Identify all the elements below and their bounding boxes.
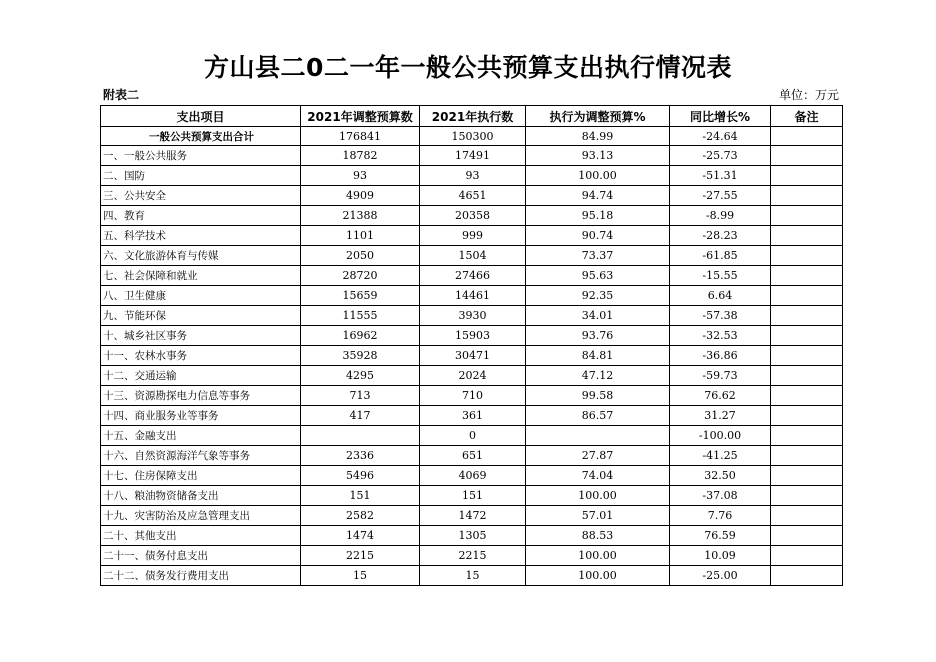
cell-note <box>771 406 843 426</box>
cell-name: 十八、粮油物资储备支出 <box>101 486 301 506</box>
cell-growth: -25.73 <box>670 146 771 166</box>
cell-rate: 95.63 <box>526 266 670 286</box>
column-header-growth: 同比增长% <box>670 106 771 127</box>
cell-rate: 100.00 <box>526 566 670 586</box>
table-row <box>101 146 843 166</box>
cell-budget: 2336 <box>301 446 420 466</box>
table-row <box>101 446 843 466</box>
table-row <box>101 566 843 586</box>
cell-budget: 93 <box>301 166 420 186</box>
cell-note <box>771 306 843 326</box>
table-row <box>101 466 843 486</box>
table-row <box>101 386 843 406</box>
cell-note <box>771 346 843 366</box>
table-row <box>101 526 843 546</box>
cell-growth: -61.85 <box>670 246 771 266</box>
cell-name: 二十二、债务发行费用支出 <box>101 566 301 586</box>
table-row <box>101 366 843 386</box>
cell-budget: 15 <box>301 566 420 586</box>
cell-note <box>771 526 843 546</box>
table-row <box>101 166 843 186</box>
cell-budget: 713 <box>301 386 420 406</box>
cell-note <box>771 546 843 566</box>
cell-budget: 16962 <box>301 326 420 346</box>
cell-rate: 100.00 <box>526 166 670 186</box>
column-header-note: 备注 <box>771 106 843 127</box>
cell-name: 十七、住房保障支出 <box>101 466 301 486</box>
table-row <box>101 346 843 366</box>
cell-growth: 76.59 <box>670 526 771 546</box>
cell-note <box>771 466 843 486</box>
cell-growth: -15.55 <box>670 266 771 286</box>
cell-growth: 32.50 <box>670 466 771 486</box>
cell-rate: 86.57 <box>526 406 670 426</box>
cell-growth: 76.62 <box>670 386 771 406</box>
cell-budget: 4909 <box>301 186 420 206</box>
cell-actual: 0 <box>420 426 526 446</box>
cell-growth: -24.64 <box>670 127 771 146</box>
cell-note <box>771 446 843 466</box>
cell-name: 十一、农林水事务 <box>101 346 301 366</box>
cell-budget: 2215 <box>301 546 420 566</box>
column-header-item: 支出项目 <box>101 106 301 127</box>
cell-actual: 999 <box>420 226 526 246</box>
cell-growth: -41.25 <box>670 446 771 466</box>
cell-growth: -8.99 <box>670 206 771 226</box>
cell-growth: -25.00 <box>670 566 771 586</box>
page-title: 方山县二0二一年一般公共预算支出执行情况表 <box>204 53 732 82</box>
cell-actual: 1305 <box>420 526 526 546</box>
cell-growth: 7.76 <box>670 506 771 526</box>
cell-name: 二十一、债务付息支出 <box>101 546 301 566</box>
table-row <box>101 246 843 266</box>
cell-actual: 14461 <box>420 286 526 306</box>
table-row <box>101 326 843 346</box>
cell-note <box>771 506 843 526</box>
table-row <box>101 486 843 506</box>
cell-growth: -28.23 <box>670 226 771 246</box>
cell-note <box>771 366 843 386</box>
cell-growth: -32.53 <box>670 326 771 346</box>
cell-name: 一、一般公共服务 <box>101 146 301 166</box>
cell-budget: 4295 <box>301 366 420 386</box>
table-row <box>101 306 843 326</box>
cell-budget: 2050 <box>301 246 420 266</box>
cell-note <box>771 566 843 586</box>
cell-rate: 94.74 <box>526 186 670 206</box>
annex-label: 附表二 <box>103 88 140 102</box>
cell-rate: 34.01 <box>526 306 670 326</box>
cell-growth: -27.55 <box>670 186 771 206</box>
cell-note <box>771 486 843 506</box>
cell-budget: 15659 <box>301 286 420 306</box>
cell-note <box>771 166 843 186</box>
cell-name: 二、国防 <box>101 166 301 186</box>
cell-name: 三、公共安全 <box>101 186 301 206</box>
cell-name: 八、卫生健康 <box>101 286 301 306</box>
cell-note <box>771 286 843 306</box>
cell-actual: 2215 <box>420 546 526 566</box>
cell-rate: 93.13 <box>526 146 670 166</box>
cell-actual: 2024 <box>420 366 526 386</box>
cell-budget: 28720 <box>301 266 420 286</box>
cell-name: 十、城乡社区事务 <box>101 326 301 346</box>
cell-rate: 100.00 <box>526 546 670 566</box>
cell-actual: 361 <box>420 406 526 426</box>
cell-budget: 1101 <box>301 226 420 246</box>
cell-rate: 27.87 <box>526 446 670 466</box>
cell-budget: 2582 <box>301 506 420 526</box>
cell-note <box>771 426 843 446</box>
table-row <box>101 226 843 246</box>
cell-actual: 4651 <box>420 186 526 206</box>
cell-rate: 90.74 <box>526 226 670 246</box>
cell-note <box>771 146 843 166</box>
cell-actual: 20358 <box>420 206 526 226</box>
cell-actual: 15903 <box>420 326 526 346</box>
cell-actual: 150300 <box>420 127 526 146</box>
cell-name: 十三、资源勘探电力信息等事务 <box>101 386 301 406</box>
table-row <box>101 186 843 206</box>
cell-note <box>771 246 843 266</box>
cell-budget: 151 <box>301 486 420 506</box>
cell-rate: 74.04 <box>526 466 670 486</box>
table-row <box>101 546 843 566</box>
cell-growth: -57.38 <box>670 306 771 326</box>
cell-name: 十六、自然资源海洋气象等事务 <box>101 446 301 466</box>
cell-budget: 417 <box>301 406 420 426</box>
cell-actual: 3930 <box>420 306 526 326</box>
cell-name: 九、节能环保 <box>101 306 301 326</box>
cell-name: 十二、交通运输 <box>101 366 301 386</box>
cell-actual: 27466 <box>420 266 526 286</box>
table-row <box>101 406 843 426</box>
cell-budget: 18782 <box>301 146 420 166</box>
cell-budget: 11555 <box>301 306 420 326</box>
cell-note <box>771 326 843 346</box>
table-row <box>101 266 843 286</box>
cell-actual: 1504 <box>420 246 526 266</box>
cell-note <box>771 386 843 406</box>
cell-rate: 84.99 <box>526 127 670 146</box>
cell-rate: 88.53 <box>526 526 670 546</box>
table-header-row <box>101 106 843 127</box>
cell-growth: -59.73 <box>670 366 771 386</box>
cell-rate: 57.01 <box>526 506 670 526</box>
cell-rate: 92.35 <box>526 286 670 306</box>
cell-growth: 6.64 <box>670 286 771 306</box>
cell-growth: 10.09 <box>670 546 771 566</box>
expenditure-table <box>100 105 843 586</box>
cell-actual: 30471 <box>420 346 526 366</box>
cell-name: 一般公共预算支出合计 <box>101 127 301 146</box>
cell-budget: 21388 <box>301 206 420 226</box>
cell-actual: 17491 <box>420 146 526 166</box>
cell-actual: 710 <box>420 386 526 406</box>
cell-budget: 176841 <box>301 127 420 146</box>
cell-note <box>771 226 843 246</box>
cell-growth: -100.00 <box>670 426 771 446</box>
cell-name: 四、教育 <box>101 206 301 226</box>
cell-rate: 99.58 <box>526 386 670 406</box>
cell-actual: 1472 <box>420 506 526 526</box>
cell-actual: 151 <box>420 486 526 506</box>
cell-note <box>771 127 843 146</box>
cell-actual: 15 <box>420 566 526 586</box>
table-row <box>101 286 843 306</box>
cell-name: 七、社会保障和就业 <box>101 266 301 286</box>
cell-growth: -37.08 <box>670 486 771 506</box>
cell-name: 六、文化旅游体育与传媒 <box>101 246 301 266</box>
cell-budget <box>301 426 420 446</box>
cell-name: 十九、灾害防治及应急管理支出 <box>101 506 301 526</box>
cell-actual: 651 <box>420 446 526 466</box>
cell-budget: 1474 <box>301 526 420 546</box>
cell-note <box>771 206 843 226</box>
column-header-actual: 2021年执行数 <box>420 106 526 127</box>
table-body <box>101 127 843 586</box>
cell-rate: 95.18 <box>526 206 670 226</box>
cell-name: 十四、商业服务业等事务 <box>101 406 301 426</box>
cell-name: 十五、金融支出 <box>101 426 301 446</box>
table-row <box>101 506 843 526</box>
column-header-rate: 执行为调整预算% <box>526 106 670 127</box>
cell-growth: -36.86 <box>670 346 771 366</box>
cell-growth: 31.27 <box>670 406 771 426</box>
cell-budget: 35928 <box>301 346 420 366</box>
cell-rate: 100.00 <box>526 486 670 506</box>
cell-note <box>771 266 843 286</box>
table-total-row <box>101 127 843 146</box>
cell-rate <box>526 426 670 446</box>
cell-growth: -51.31 <box>670 166 771 186</box>
cell-rate: 47.12 <box>526 366 670 386</box>
cell-budget: 5496 <box>301 466 420 486</box>
cell-actual: 93 <box>420 166 526 186</box>
cell-note <box>771 186 843 206</box>
column-header-budget: 2021年调整预算数 <box>301 106 420 127</box>
cell-rate: 84.81 <box>526 346 670 366</box>
cell-name: 二十、其他支出 <box>101 526 301 546</box>
cell-name: 五、科学技术 <box>101 226 301 246</box>
unit-label: 单位：万元 <box>778 88 839 102</box>
table-row <box>101 206 843 226</box>
cell-actual: 4069 <box>420 466 526 486</box>
table-row <box>101 426 843 446</box>
cell-rate: 93.76 <box>526 326 670 346</box>
cell-rate: 73.37 <box>526 246 670 266</box>
